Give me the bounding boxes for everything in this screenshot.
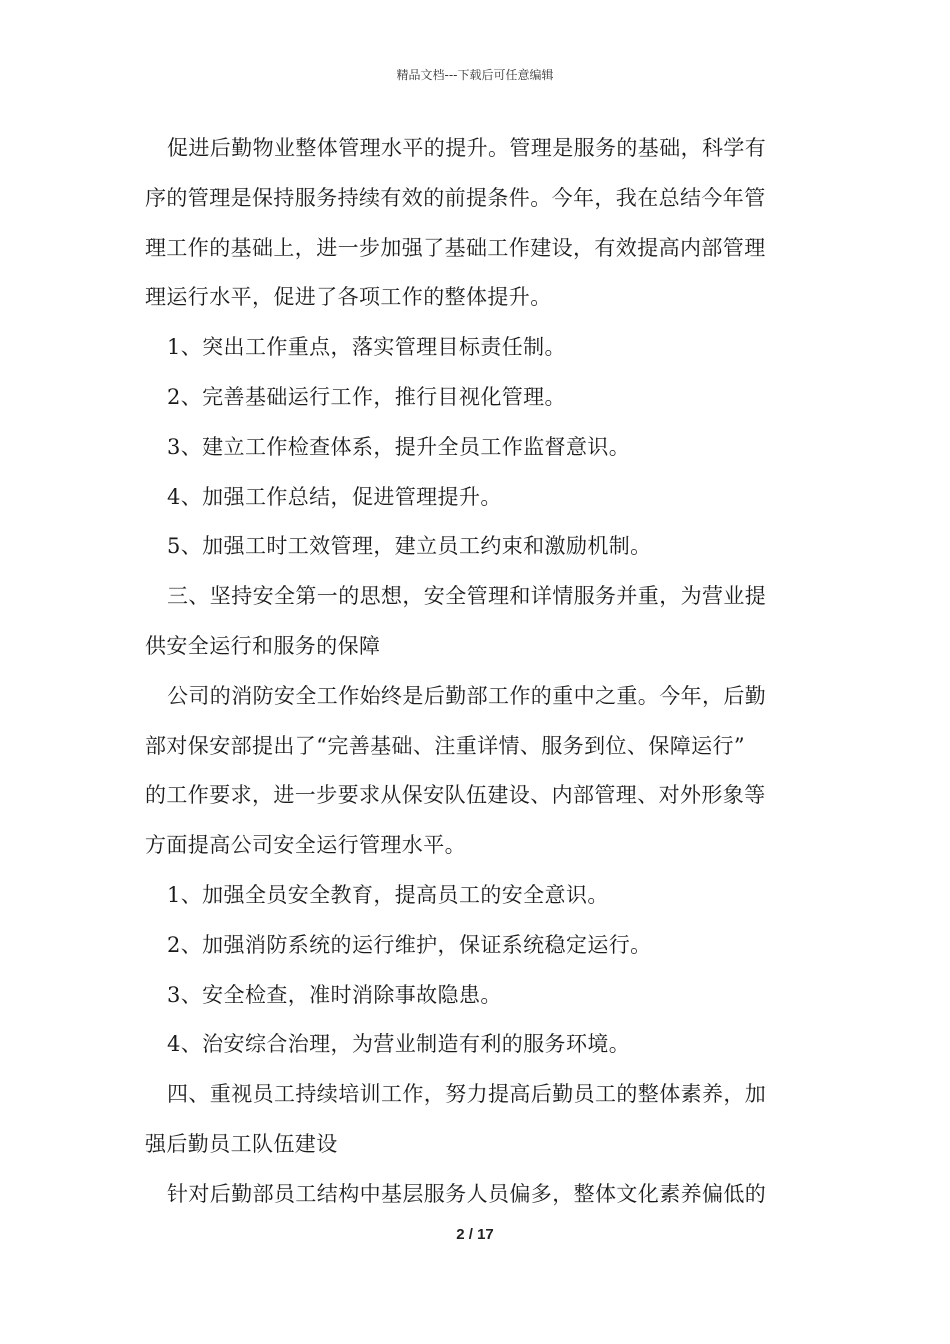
list-item: 1、加强全员安全教育，提高员工的安全意识。 xyxy=(167,882,609,907)
paragraph-line: 的工作要求，进一步要求从保安队伍建设、内部管理、对外形象等 xyxy=(145,783,766,808)
paragraph-line: 方面提高公司安全运行管理水平。 xyxy=(145,833,466,858)
list-item: 1、突出工作重点，落实管理目标责任制。 xyxy=(167,335,566,360)
list-item: 3、安全检查，准时消除事故隐患。 xyxy=(167,982,502,1007)
paragraph-line: 序的管理是保持服务持续有效的前提条件。今年，我在总结今年管 xyxy=(145,185,766,210)
list-item: 4、加强工作总结，促进管理提升。 xyxy=(167,484,502,509)
list-item: 3、建立工作检查体系，提升全员工作监督意识。 xyxy=(167,434,631,459)
section-heading: 强后勤员工队伍建设 xyxy=(145,1131,338,1156)
page-header: 精品文档---下载后可任意编辑 xyxy=(396,68,554,82)
paragraph-line: 理运行水平，促进了各项工作的整体提升。 xyxy=(145,285,552,310)
document-body xyxy=(145,124,807,1220)
list-item: 2、完善基础运行工作，推行目视化管理。 xyxy=(167,384,566,409)
paragraph-line: 促进后勤物业整体管理水平的提升。管理是服务的基础，科学有 xyxy=(167,136,767,160)
paragraph-line: 针对后勤部员工结构中基层服务人员偏多，整体文化素养偏低的 xyxy=(167,1181,767,1206)
section-heading: 供安全运行和服务的保障 xyxy=(145,633,381,658)
page-number: 2 / 17 xyxy=(456,1226,494,1243)
paragraph-line: 理工作的基础上，进一步加强了基础工作建设，有效提高内部管理 xyxy=(145,235,766,260)
paragraph-line: 部对保安部提出了“完善基础、注重详情、服务到位、保障运行” xyxy=(145,733,746,758)
list-item: 5、加强工时工效管理，建立员工约束和激励机制。 xyxy=(167,534,652,559)
section-heading: 四、重视员工持续培训工作，努力提高后勤员工的整体素养，加 xyxy=(167,1082,767,1107)
list-item: 2、加强消防系统的运行维护，保证系统稳定运行。 xyxy=(167,932,652,957)
paragraph-line: 公司的消防安全工作始终是后勤部工作的重中之重。今年，后勤 xyxy=(167,683,767,708)
list-item: 4、治安综合治理，为营业制造有利的服务环境。 xyxy=(167,1032,631,1057)
section-heading: 三、坚持安全第一的思想，安全管理和详情服务并重，为营业提 xyxy=(167,584,767,609)
